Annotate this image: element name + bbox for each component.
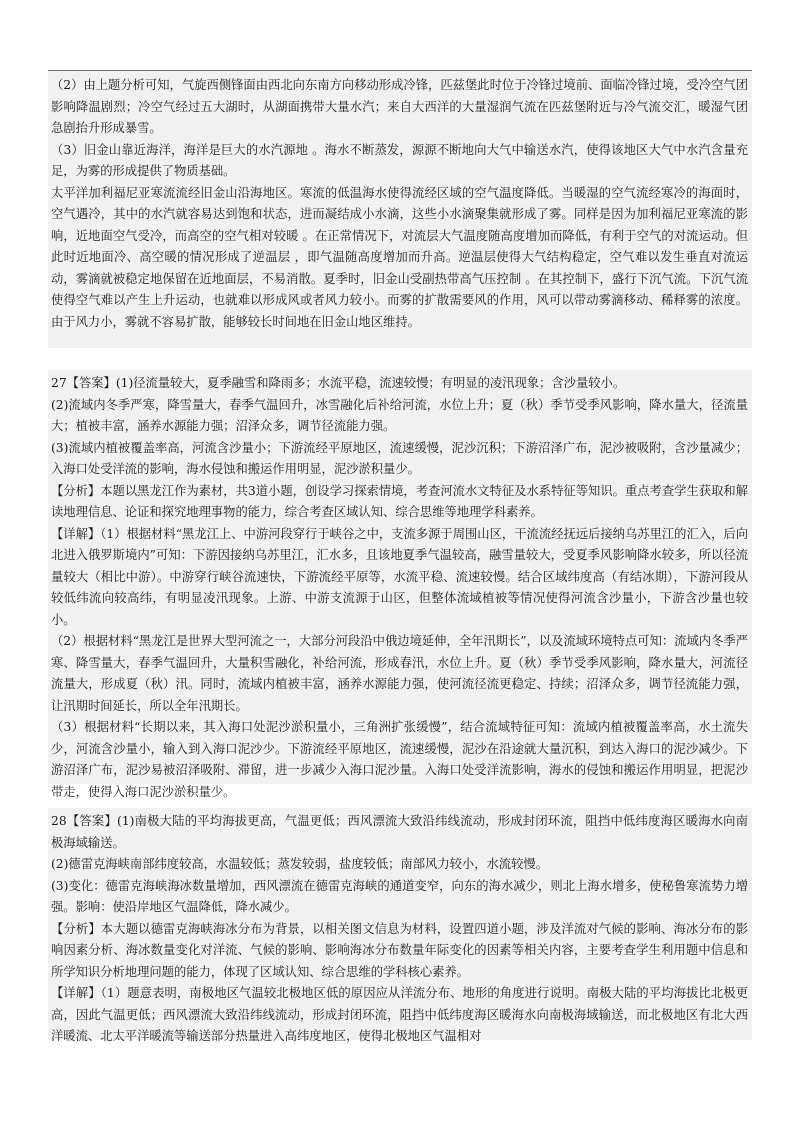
paragraph: （3）旧金山靠近海洋，海洋是巨大的水汽源地 。海水不断蒸发，源源不断地向大气中输送水汽，使得该地区大气中水汽含量充足，为雾的形成提供了物质基础。 bbox=[51, 142, 748, 178]
answer-block-26-continued bbox=[48, 70, 752, 348]
answer-block-28 bbox=[48, 808, 752, 1043]
answer-line: (2)德雷克海峡南部纬度较高，水温较低；蒸发较弱，盐度较低；南部风力较小，水流较慢。 bbox=[51, 857, 548, 871]
explanation-paragraph: （2）根据材料“黑龙江是世界大型河流之一，大部分河段沿中俄边境延伸，全年汛期长”，以及流域环境特点可知：流域内冬季严寒、降雪量大，春季气温回升，大量积雪融化，补给河流，形成春汛，水位上升。夏（秋）季节受季风影响，降水量大，河流径流量大，形成夏（秋）汛。同时，流域内植被丰富，涵养水源能力强，使河流径流更稳定、持续；沼泽众多，调节径流能力强，让汛期时间延长，所以全年汛期长。 bbox=[51, 634, 748, 713]
answer-line: (2)流域内冬季严寒，降雪量大，春季气温回升，冰雪融化后补给河流，水位上升；夏（秋）季节受季风影响，降水量大，径流量大；植被丰富，涵养水源能力强；沼泽众多，调节径流能力强。 bbox=[51, 397, 748, 433]
answer-line: (3)流域内植被覆盖率高，河流含沙量小；下游流经平原地区，流速缓慢，泥沙沉积；下游沼泽广布，泥沙被吸附，含沙量减少；入海口处受洋流的影响，海水侵蚀和搬运作用明显，泥沙淤积量少。 bbox=[51, 440, 748, 476]
explanation-paragraph: （3）根据材料“长期以来，其入海口处泥沙淤积量小，三角洲扩张缓慢”，结合流域特征可知：流域内植被覆盖率高，水土流失少，河流含沙量小，输入到入海口泥沙少。下游流经平原地区，流速缓慢，泥沙在沿途就大量沉积，到达入海口的泥沙减少。下游沼泽广布，泥沙易被沼泽吸附、滞留，进一步减少入海口泥沙量。入海口处受洋流影响，海水的侵蚀和搬运作用明显，把泥沙带走，使得入海口泥沙淤积量少。 bbox=[51, 720, 748, 799]
explanation-paragraph: 【详解】（1）题意表明，南极地区气温较北极地区低的原因应从洋流分布、地形的角度进行说明。南极大陆的平均海拔比北极更高，因此气温更低；西风漂流大致沿纬线流动，形成封闭环流，阻挡中低纬度海区暖海水向南极海域输送，而北极地区有北大西洋暖流、北太平洋暖流等输送部分热量进入高纬度地区，使得北极地区气温相对 bbox=[51, 986, 748, 1043]
answer-line: 27【答案】(1)径流量较大，夏季融雪和降雨多；水流平稳，流速较慢；有明显的凌汛现象；含沙量较小。 bbox=[51, 376, 626, 390]
analysis-paragraph: 【分析】本大题以德雷克海峡海冰分布为背景，以相关图文信息为材料，设置四道小题，涉及洋流对气候的影响、海冰分布的影响因素分析、海冰数量变化对洋流、气候的影响、影响海冰分布数量年际变化的因素等相关内容，主要考查学生利用题中信息和所学知识分析地理问题的能力，体现了区域认知、综合思维的学科核心素养。 bbox=[51, 921, 748, 979]
analysis-paragraph: 【分析】本题以黑龙江作为素材，共3道小题，创设学习探索情境，考查河流水文特征及水系特征等知识。重点考查学生获取和解读地理信息、论证和探究地理事物的能力，综合考查区域认知、综合思维等地理学科素养。 bbox=[51, 483, 748, 519]
paragraph: （2）由上题分析可知，气旋西侧锋面由西北向东南方向移动形成冷锋，匹兹堡此时位于冷锋过境前、面临冷锋过境，受冷空气团影响降温剧烈；冷空气经过五大湖时，从湖面携带大量水汽；来自大西洋的大量湿润气流在匹兹堡附近与冷气流交汇，暖湿气团急剧抬升形成暴雪。 bbox=[51, 78, 748, 135]
answer-line: 28【答案】(1)南极大陆的平均海拔更高，气温更低；西风漂流大致沿纬线流动，形成封闭环流，阻挡中低纬度海区暖海水向南极海域输送。 bbox=[51, 814, 748, 850]
answer-block-27 bbox=[48, 370, 752, 799]
answer-line: (3)变化：德雷克海峡海冰数量增加，西风漂流在德雷克海峡的通道变窄，向东的海水减少，则北上海水增多，使秘鲁寒流势力增强。影响：使沿岸地区气温降低，降水减少。 bbox=[51, 878, 748, 914]
paragraph: 太平洋加利福尼亚寒流流经旧金山沿海地区。寒流的低温海水使得流经区域的空气温度降低。当暖湿的空气流经寒冷的海面时，空气遇冷，其中的水汽就容易达到饱和状态，进而凝结成小水滴，这些小水滴聚集就形成了雾。同样是因为加利福尼亚寒流的影响，近地面空气受冷，而高空的空气相对较暖 。在正常情况下，对流层大气温度随高度增加而降低，有利于空气的对流运动。但此时近地面冷、高空暖的情况形成了逆温层 ，即气温随高度增加而升高。逆温层使得大气结构稳定，空气难以发生垂直对流运动，雾滴就被稳定地保留在近地面层，不易消散。夏季时，旧金山受副热带高气压控制 。在其控制下，盛行下沉气流。下沉气流使得空气难以产生上升运动，也就难以形成风或者风力较小。而雾的扩散需要风的作用，风可以带动雾滴移动、稀释雾的浓度。由于风力小，雾就不容易扩散，能够较长时间地在旧金山地区维持。 bbox=[51, 185, 748, 329]
explanation-paragraph: 【详解】（1）根据材料“黑龙江上、中游河段穿行于峡谷之中，支流多源于周围山区，干流流经抚远后接纳乌苏里江的汇入，后向北进入俄罗斯境内”可知：下游因接纳乌苏里江，汇水多，且该地夏季气温较高，融雪量较大，受夏季风影响降水较多，所以径流量较大（相比中游）。中游穿行峡谷流速快，下游流经平原等，水流平稳、流速较慢。结合区域纬度高（有结冰期），下游河段从较低纬流向较高纬，有明显凌汛现象。上游、中游支流源于山区，但整体流域植被等情况使得河流含沙量小，下游含沙量也较小。 bbox=[51, 526, 748, 627]
